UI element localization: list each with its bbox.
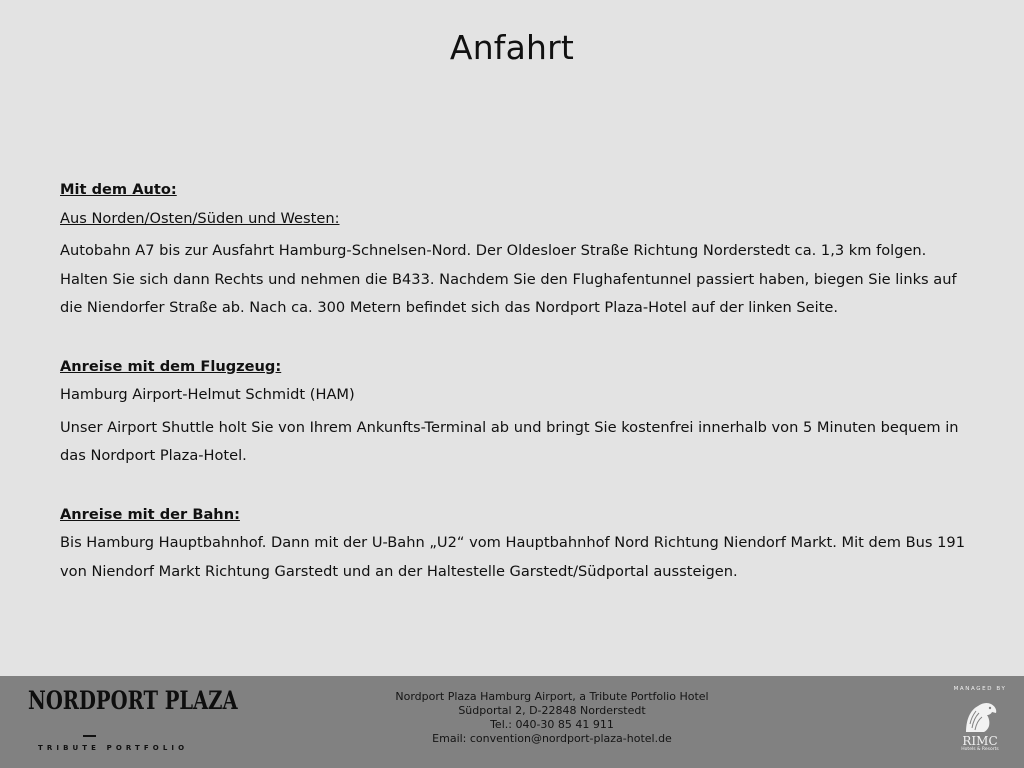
logo-dash [83,735,96,737]
text-line: das Nordport Plaza-Hotel. [60,447,247,464]
section-car [60,176,990,323]
page-title: Anfahrt [449,28,575,67]
directions-content [60,176,990,586]
section-plane-airport: Hamburg Airport-Helmut Schmidt (HAM) [60,386,355,403]
section-car-subheading: Aus Norden/Osten/Süden und Westen: [60,209,340,227]
footer-hotel-name: Nordport Plaza Hamburg Airport, a Tribute Portfolio Hotel [395,690,709,703]
logo-name: NORDPORT PLAZA [28,686,238,715]
text-line: Unser Airport Shuttle holt Sie von Ihrem Ankunfts-Terminal ab und bringt Sie kostenfrei innerhalb von 5 Minuten bequem in [60,418,959,436]
text-line: von Niendorf Markt Richtung Garstedt und an der Haltestelle Garstedt/Südportal aussteigen. [60,562,738,580]
rimc-name: RIMC [962,734,998,748]
footer-contact [330,690,774,746]
section-plane-text [60,414,990,471]
text-line: Halten Sie sich dann Rechts und nehmen die B433. Nachdem Sie den Flughafentunnel passiert haben, biegen Sie links auf [60,270,957,288]
rimc-subtitle: Hotels & Resorts [961,747,999,752]
text-line: Bis Hamburg Hauptbahnhof. Dann mit der U-Bahn „U2“ vom Hauptbahnhof Nord Richtung Niendorf Markt. Mit dem Bus 191 [60,534,965,551]
managed-by-label: MANAGED BY [953,686,1007,692]
footer-email: Email: convention@nordport-plaza-hotel.de [432,732,672,745]
nordport-plaza-logo [26,686,238,760]
footer [0,676,1024,768]
section-car-heading: Mit dem Auto: [60,181,177,198]
section-train [60,501,990,587]
logo-tagline: TRIBUTE PORTFOLIO [38,744,189,752]
footer-phone: Tel.: 040-30 85 41 911 [490,718,614,731]
text-line: Autobahn A7 bis zur Ausfahrt Hamburg-Schnelsen-Nord. Der Oldesloer Straße Richtung Norderstedt ca. 1,3 km folgen. [60,242,927,259]
eagle-head-icon [960,698,1000,734]
rimc-logo [950,686,1010,766]
section-plane-heading: Anreise mit dem Flugzeug: [60,357,282,375]
section-car-text [60,237,990,323]
section-plane [60,353,990,471]
section-train-heading: Anreise mit der Bahn: [60,505,240,523]
footer-address: Südportal 2, D-22848 Norderstedt [458,704,646,717]
text-line: die Niendorfer Straße ab. Nach ca. 300 Metern befindet sich das Nordport Plaza-Hotel auf der linken Seite. [60,299,839,316]
